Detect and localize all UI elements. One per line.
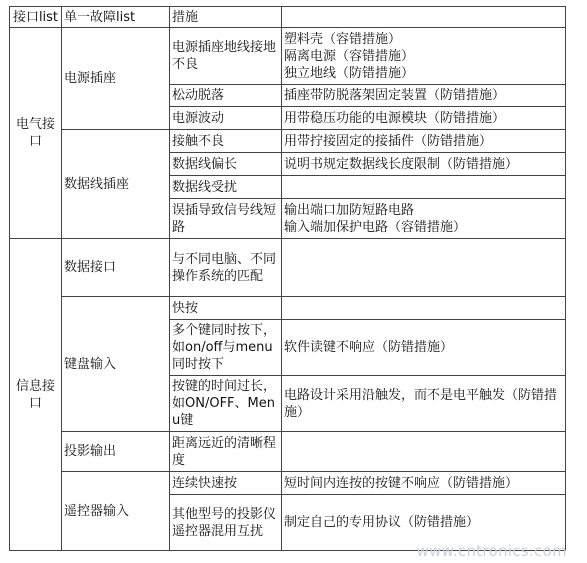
- measure-line: 塑料壳（容错措施）: [284, 31, 402, 47]
- header-measure: 措施: [170, 7, 282, 28]
- fault-cell: 松动脱落: [170, 85, 282, 107]
- measure-cell: 电路设计采用沿触发，而不是电平触发（防错措施）: [282, 376, 566, 432]
- fault-cell: 电源波动: [170, 107, 282, 130]
- fault-cell: 快按: [170, 297, 282, 320]
- measure-line: 独立地线（防错措施）: [284, 65, 415, 81]
- fault-cell: 接触不良: [170, 130, 282, 153]
- measure-cell: [282, 176, 566, 199]
- fault-cell: 距离远近的清晰程度: [170, 432, 282, 472]
- category-electrical: 电气接 口: [10, 28, 62, 239]
- fault-cell: 连续快速按: [170, 472, 282, 495]
- subcategory-power-socket: 电源插座: [62, 28, 170, 130]
- measure-cell: [282, 199, 566, 239]
- subcategory-remote: 遥控器输入: [62, 472, 170, 551]
- header-empty: [282, 7, 566, 28]
- header-row: [10, 7, 566, 28]
- measure-cell: 短时间内连按的按键不响应（防错措施）: [282, 472, 566, 495]
- table-row: [10, 297, 566, 320]
- table-row: [10, 432, 566, 472]
- subcategory-data-port: 数据接口: [62, 239, 170, 297]
- table-row: [10, 472, 566, 495]
- measure-line: 输入端加保护电路（容错措施）: [284, 219, 467, 235]
- measure-cell: [282, 432, 566, 472]
- fault-cell: 多个键同时按下，如on/off与menu同时按下: [170, 320, 282, 376]
- measure-cell: [282, 297, 566, 320]
- measure-cell: [282, 28, 566, 85]
- fault-cell: 电源插座地线接地不良: [170, 28, 282, 85]
- measure-cell: 插座带防脱落架固定装置（防错措施）: [282, 85, 566, 107]
- measure-cell: 软件读键不响应（防错措施）: [282, 320, 566, 376]
- subcategory-data-socket: 数据线插座: [62, 130, 170, 239]
- table-row: [10, 130, 566, 153]
- measure-line: 隔离电源（容错措施）: [284, 48, 415, 64]
- measure-cell: 用带稳压功能的电源模块（防错措施）: [282, 107, 566, 130]
- fault-cell: 按键的时间过长，如ON/OFF、Menu键: [170, 376, 282, 432]
- fault-cell: 数据线偏长: [170, 153, 282, 176]
- measure-cell: 说明书规定数据线长度限制（防错措施）: [282, 153, 566, 176]
- measure-cell: 制定自己的专用协议（防错措施）: [282, 495, 566, 551]
- table-row: [10, 28, 566, 85]
- fault-cell: 数据线受扰: [170, 176, 282, 199]
- fault-cell: 与不同电脑、不同操作系统的匹配: [170, 239, 282, 297]
- subcategory-projection: 投影输出: [62, 432, 170, 472]
- table-row: [10, 239, 566, 297]
- interface-fault-table: [9, 6, 566, 551]
- category-information: 信息接 口: [10, 239, 62, 551]
- measure-line: 输出端口加防短路电路: [284, 202, 415, 218]
- header-fault: 单一故障list: [62, 7, 170, 28]
- subcategory-keyboard: 键盘输入: [62, 297, 170, 432]
- fault-cell: 误插导致信号线短路: [170, 199, 282, 239]
- site-watermark: www.cntronics.com: [416, 542, 567, 560]
- measure-cell: [282, 239, 566, 297]
- fault-cell: 其他型号的投影仪遥控器混用互扰: [170, 495, 282, 551]
- measure-cell: 用带拧接固定的接插件（防错措施）: [282, 130, 566, 153]
- header-interface: 接口list: [10, 7, 62, 28]
